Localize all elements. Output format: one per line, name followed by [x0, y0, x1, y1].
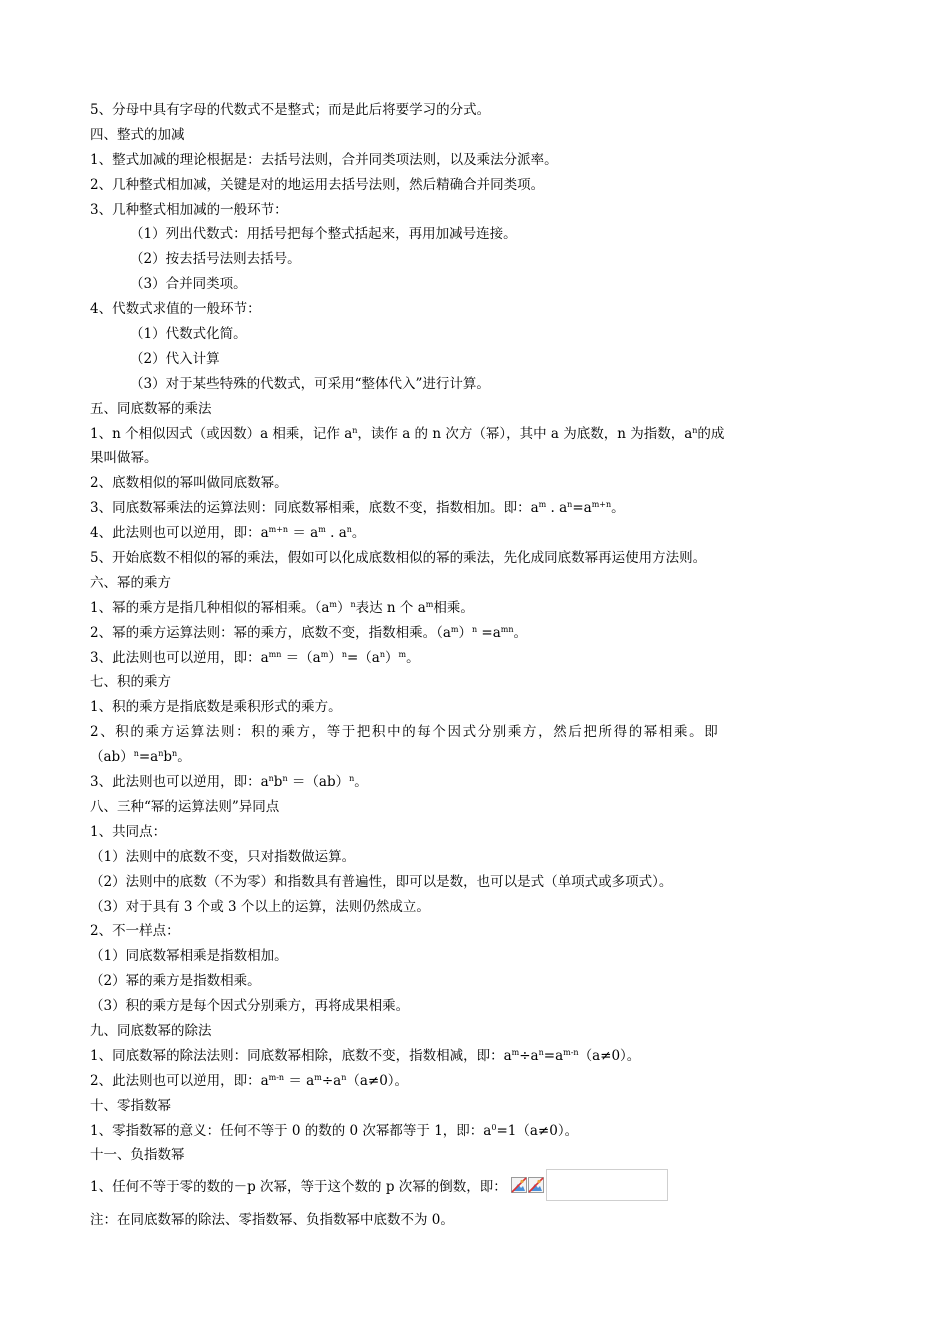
text: 。 — [611, 500, 625, 517]
exponent: m — [314, 1072, 322, 1082]
exponent: n — [352, 425, 358, 435]
sub-item: （2）代入计算 — [130, 350, 220, 367]
text-line: 3、几种整式相加减的一般环节： — [90, 201, 288, 218]
exponent: n — [158, 749, 164, 759]
text: =a — [138, 749, 159, 766]
text: ＝ a — [284, 1072, 315, 1089]
text: 。 — [177, 749, 191, 766]
text: ÷a — [321, 1072, 342, 1089]
text: b — [163, 749, 173, 766]
broken-image-icon-svg — [528, 1177, 544, 1193]
text: 2、幂的乘方运算法则：幂的乘方，底数不变，指数相乘。（a — [90, 624, 451, 641]
text-line: 2、底数相似的幂叫做同底数幂。 — [90, 475, 288, 492]
text: 1、n 个相似因式（或因数）a 相乘，记作 a — [90, 425, 353, 442]
sub-item: （1）列出代数式：用括号把每个整式括起来，再用加减号连接。 — [130, 226, 517, 243]
text: （a≠0）。 — [578, 1047, 641, 1064]
exponent: n — [172, 749, 178, 759]
text: 1、同底数幂的除法法则：同底数幂相除，底数不变，指数相减，即：a — [90, 1047, 512, 1064]
sub-item: （3）对于具有 3 个或 3 个以上的运算，法则仍然成立。 — [90, 898, 430, 915]
exponent: n — [268, 774, 274, 784]
exponent: m+n — [591, 500, 612, 510]
section-heading: 六、幂的乘方 — [90, 574, 171, 591]
text: . a — [546, 500, 568, 517]
text: =a — [572, 500, 592, 517]
text-line — [90, 646, 880, 671]
text: 3、同底数幂乘法的运算法则：同底数幂相乘，底数不变，指数相加。即：a — [90, 500, 539, 517]
text: 。 — [513, 624, 528, 641]
exponent: n — [471, 624, 478, 634]
text: =1（a≠0）。 — [496, 1122, 579, 1139]
sub-item: （2）法则中的底数（不为零）和指数具有普遍性，即可以是数，也可以是式（单项式或多项式）。 — [90, 873, 673, 890]
text: ＝ a — [288, 525, 319, 542]
sub-item: （3）对于某些特殊的代数式，可采用“整体代入”进行计算。 — [130, 375, 490, 392]
exponent: 0 — [491, 1122, 497, 1132]
text-line: 果叫做幂。 — [90, 450, 158, 467]
exponent: n — [379, 649, 386, 659]
exponent: n — [133, 749, 139, 759]
text-line — [90, 496, 880, 521]
text: （a≠0）。 — [346, 1072, 409, 1089]
sub-item: （1）法则中的底数不变，只对指数做运算。 — [90, 848, 356, 865]
text: ，读作 a 的 n 次方（幂），其中 a 为底数，n 为指数，a — [357, 425, 693, 442]
text-line: 5、开始底数不相似的幂的乘法，假如可以化成底数相似的幂的乘法，先化成同底数幂再运使用方法则。 — [90, 550, 707, 567]
text: ） — [458, 624, 472, 641]
broken-image-icon-svg — [511, 1177, 527, 1193]
text-line: 5、分母中具有字母的代数式不是整式；而是此后将要学习的分式。 — [90, 102, 491, 118]
text: 表达 n 个 a — [355, 599, 426, 616]
text: ） — [336, 599, 351, 616]
text-line-with-image — [90, 1168, 880, 1202]
sub-item: （2）幂的乘方是指数相乘。 — [90, 973, 261, 990]
text: 相乘。 — [433, 599, 474, 616]
exponent: m-n — [268, 1072, 285, 1082]
text: ＝（a — [281, 649, 321, 666]
text: 1、零指数幂的意义：任何不等于 0 的数的 0 次幂都等于 1，即：a — [90, 1122, 492, 1139]
formula-image — [511, 1169, 668, 1201]
text-line: 4、代数式求值的一般环节： — [90, 301, 261, 318]
text: 1、任何不等于零的数的－p 次幂，等于这个数的 p 次幂的倒数，即： — [90, 1179, 507, 1196]
exponent: n — [567, 500, 573, 510]
text-line: 1、共同点： — [90, 823, 167, 840]
exponent: m — [425, 599, 434, 609]
text: 1、幂的乘方是指几种相似的幂相乘。（a — [90, 599, 330, 616]
exponent: mn — [500, 624, 514, 634]
exponent: n — [341, 649, 347, 659]
text: =（a — [346, 649, 380, 666]
broken-image-icon — [528, 1177, 544, 1193]
exponent: n — [282, 774, 288, 784]
section-heading: 十一、负指数幂 — [90, 1147, 185, 1164]
text-line: 2、积的乘方运算法则：积的乘方，等于把积中的每个因式分别乘方，然后把所得的幂相乘。即 — [90, 724, 720, 741]
text: 4、此法则也可以逆用，即：a — [90, 525, 269, 542]
text: 。 — [354, 774, 368, 791]
text-line — [90, 1069, 880, 1094]
exponent: m — [538, 500, 547, 510]
text: ＝（ab） — [287, 774, 350, 791]
text-line: 1、整式加减的理论根据是：去括号法则，合并同类项法则，以及乘法分派率。 — [90, 151, 558, 168]
text: ） — [328, 649, 342, 666]
section-heading: 四、整式的加减 — [90, 126, 185, 143]
exponent: m — [511, 1047, 520, 1057]
note-line: 注：在同底数幂的除法、零指数幂、负指数幂中底数不为 0。 — [90, 1212, 454, 1229]
exponent: n — [346, 525, 352, 535]
exponent: m-n — [563, 1047, 579, 1057]
exponent: m — [320, 649, 329, 659]
text-line: 1、积的乘方是指底数是乘积形式的乘方。 — [90, 699, 342, 716]
text: =a — [477, 624, 501, 641]
text: . a — [325, 525, 347, 542]
exponent: n — [349, 774, 355, 784]
exponent: n — [341, 1072, 347, 1082]
section-heading: 十、零指数幂 — [90, 1097, 171, 1114]
sub-item: （1）同底数幂相乘是指数相加。 — [90, 948, 288, 965]
document-body — [90, 98, 880, 1233]
text: =a — [543, 1047, 564, 1064]
sub-item: （3）合并同类项。 — [130, 276, 247, 293]
image-frame — [546, 1169, 668, 1201]
sub-item: （3）积的乘方是每个因式分别乘方，再将成果相乘。 — [90, 998, 410, 1015]
exponent: n — [538, 1047, 544, 1057]
broken-image-icon — [511, 1177, 527, 1193]
text-line — [90, 596, 880, 621]
text-line — [90, 521, 880, 546]
text-line — [90, 1119, 880, 1144]
text: 。 — [406, 649, 420, 666]
sub-item: （1）代数式化简。 — [130, 326, 247, 343]
section-heading: 五、同底数幂的乘法 — [90, 400, 212, 417]
section-heading: 八、三种“幂的运算法则”异同点 — [90, 798, 280, 815]
text: ） — [385, 649, 399, 666]
text: 。 — [351, 525, 366, 542]
exponent: mn — [268, 649, 282, 659]
exponent: m — [329, 599, 337, 609]
text-line — [90, 621, 880, 646]
text: 3、此法则也可以逆用，即：a — [90, 774, 269, 791]
exponent: m — [450, 624, 459, 634]
sub-item: （2）按去括号法则去括号。 — [130, 251, 301, 268]
text: ÷a — [519, 1047, 539, 1064]
text-line — [90, 1044, 880, 1069]
text-line: 2、不一样点： — [90, 923, 180, 940]
exponent: m — [398, 649, 407, 659]
text: 3、此法则也可以逆用，即：a — [90, 649, 269, 666]
exponent: m+n — [268, 525, 289, 535]
text: 2、此法则也可以逆用，即：a — [90, 1072, 269, 1089]
text-line — [90, 745, 880, 770]
text: （ab） — [90, 749, 134, 766]
section-heading: 七、积的乘方 — [90, 674, 171, 691]
text: b — [273, 774, 283, 791]
text-line — [90, 770, 880, 795]
section-heading: 九、同底数幂的除法 — [90, 1022, 212, 1039]
exponent: m — [318, 525, 326, 535]
text: 的成 — [697, 425, 725, 442]
text-line: 2、几种整式相加减，关键是对的地运用去括号法则，然后精确合并同类项。 — [90, 176, 545, 193]
exponent: n — [692, 425, 698, 435]
exponent: n — [350, 599, 356, 609]
text-line — [90, 422, 880, 447]
